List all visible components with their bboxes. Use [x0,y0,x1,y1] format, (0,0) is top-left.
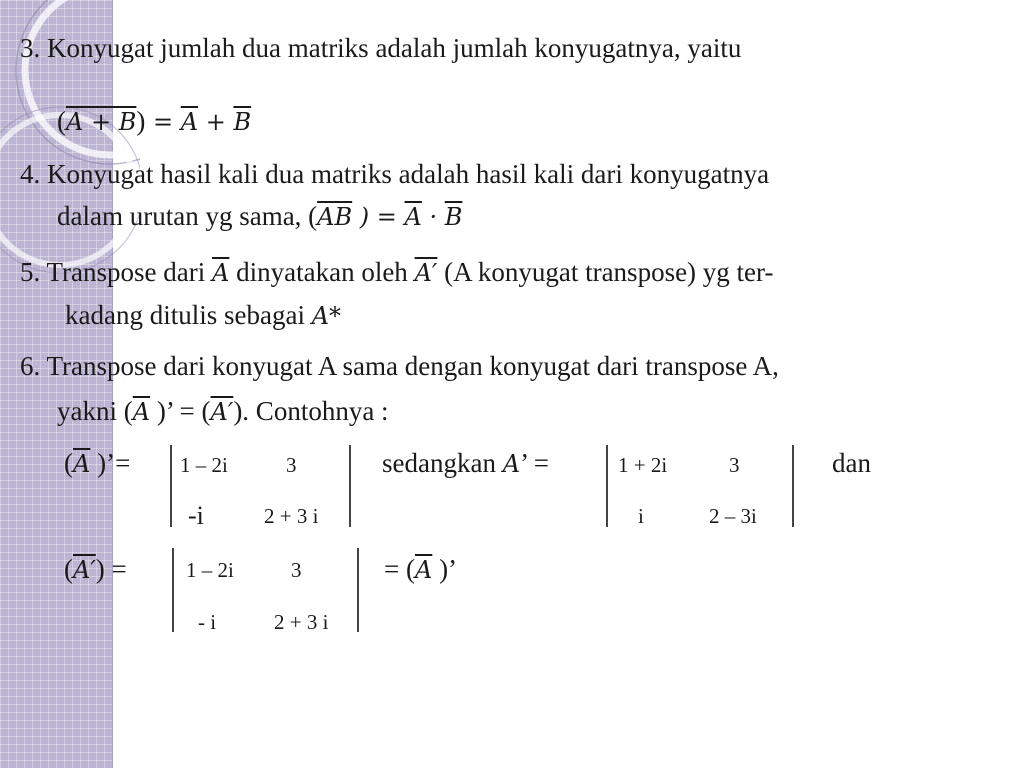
item-6-line-2 [57,398,389,425]
item-4-text: dalam urutan yg sama, ( [57,201,318,231]
item-4-line-2 [57,203,462,230]
conj-b: $\overline{B}$ [444,203,463,231]
item-5-text: (A konyugat transpose) yg ter- [437,257,774,287]
item-3-formula [57,108,251,135]
matrix-2-left-bar [606,445,608,527]
item-5-text: 5. Transpose dari [20,257,213,287]
conj-a: $\overline{A}$ [212,259,230,287]
item-5-text: dinyatakan oleh [229,257,415,287]
matrix-2-cell: i [638,504,644,528]
matrix-3-cell: 2 + 3 i [274,610,329,634]
conj-a-prime: A′ [73,556,96,584]
a-symbol: A [502,450,521,478]
matrix-3-cell: 1 – 2i [186,558,234,582]
item-5-line-1 [20,259,773,286]
conj-a: $\overline{A}$ [414,556,433,584]
matrix-3-left-bar [172,548,174,632]
matrix-2-cell: 1 + 2i [618,453,668,477]
transpose-equals: ’ = [520,448,550,478]
conj-a: $\overline{A}$ [180,108,199,136]
paren: ( [64,554,73,584]
conj-b: $\overline{B}$ [233,108,252,136]
matrix-2-cell: 3 [729,453,740,477]
example-2-rhs [384,556,457,583]
dot: · [421,203,445,231]
paren: ( [57,106,66,136]
matrix-1-cell: 2 + 3 i [264,504,319,528]
matrix-1-left-bar [170,445,172,527]
matrix-1-cell: 1 – 2i [180,453,228,477]
item-6-text: yakni ( [57,396,133,426]
paren: ) [136,106,146,136]
item-6-line-1: 6. Transpose dari konyugat A sama dengan konyugat dari transpose A, [20,351,779,381]
item-3-text: 3. Konyugat jumlah dua matriks adalah jumlah konyugatnya, yaitu [20,33,742,63]
matrix-2-right-bar [792,445,794,527]
matrix-1-cell: 3 [286,453,297,477]
sedangkan-text: sedangkan [382,448,503,478]
conj-a: $\overline{A}$ [73,450,91,478]
matrix-1-right-bar [349,445,351,527]
paren: ( [64,448,73,478]
matrix-3-cell: 3 [291,558,302,582]
equals: = [145,108,181,136]
example-1-middle [382,450,549,477]
equals: = ( [384,554,415,584]
matrix-1-cell: -i [188,501,204,530]
item-6-text: ). Contohnya : [233,396,389,426]
conj-a: $\overline{A}$ [132,398,151,426]
equals: ) = [95,554,127,584]
transpose-equals: )’= [90,448,131,478]
example-1-lhs [64,450,130,477]
matrix-3-cell: - i [198,610,217,634]
matrix-2-cell: 2 – 3i [709,504,757,528]
transpose-mark: )’ [432,554,458,584]
example-2-lhs [64,556,127,583]
item-5-text: kadang ditulis sebagai [65,300,312,330]
conj-sum: A + B [66,108,137,136]
item-5-line-2 [65,302,341,329]
conj-a-prime: A′ [414,259,438,287]
plus: + [198,108,234,136]
a-star: A* [311,302,342,330]
conj-ab: $\overline{AB}$ [317,203,353,231]
item-6-text: )’ = ( [150,396,211,426]
matrix-3-right-bar [357,548,359,632]
conj-a: $\overline{A}$ [404,203,422,231]
item-4-line-1: 4. Konyugat hasil kali dua matriks adalah hasil kali dari konyugatnya [20,159,770,189]
equals: ) = [352,203,405,231]
example-1-tail: dan [832,448,871,478]
conj-a-prime: A′ [210,398,234,426]
